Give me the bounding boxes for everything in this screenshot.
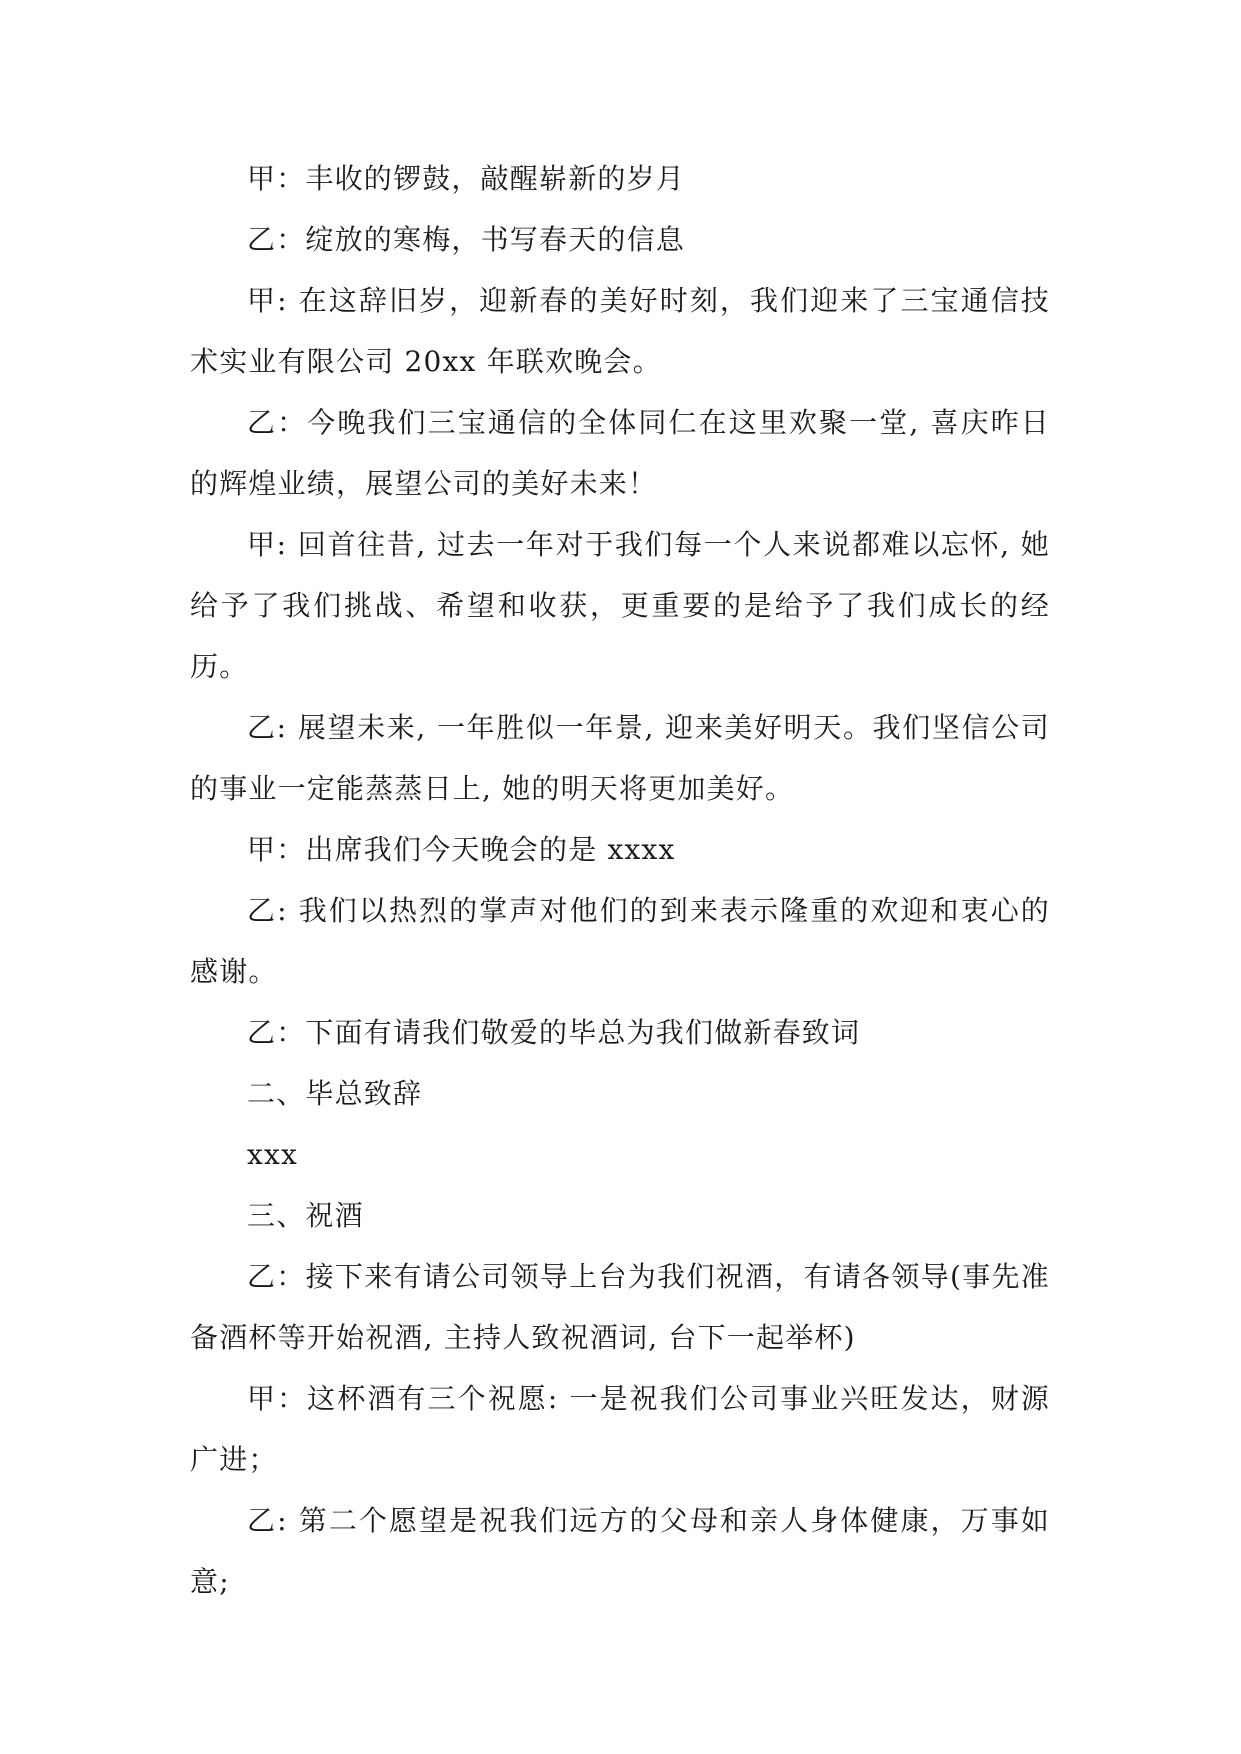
section-heading-speech: 二、毕总致辞 — [247, 1077, 423, 1110]
paragraph-toast-second-yi: 乙: 第二个愿望是祝我们远方的父母和亲人身体健康，万事如意; — [190, 1504, 1050, 1598]
paragraph-toast-invite-yi: 乙：接下来有请公司领导上台为我们祝酒，有请各领导(事先准备酒杯等开始祝酒, 主持人致祝酒词, 台下一起举杯) — [190, 1260, 1050, 1354]
paragraph-applause-yi: 乙: 我们以热烈的掌声对他们的到来表示隆重的欢迎和衷心的感谢。 — [190, 894, 1050, 988]
paragraph-toast-first-jia: 甲：这杯酒有三个祝愿: 一是祝我们公司事业兴旺发达，财源广进； — [190, 1382, 1050, 1476]
paragraph-opening-jia: 甲：丰收的锣鼓，敲醒崭新的岁月 — [247, 162, 686, 195]
paragraph-welcome-jia: 甲: 在这辞旧岁，迎新春的美好时刻，我们迎来了三宝通信技术实业有限公司 20xx 年联欢晚会。 — [190, 284, 1050, 378]
section-heading-toast: 三、祝酒 — [247, 1199, 364, 1232]
paragraph-outlook-yi: 乙: 展望未来, 一年胜似一年景, 迎来美好明天。我们坚信公司的事业一定能蒸蒸日上, 她的明天将更加美好。 — [190, 711, 1050, 805]
paragraph-review-jia: 甲: 回首往昔, 过去一年对于我们每一个人来说都难以忘怀, 她给予了我们挑战、希望和收获，更重要的是给予了我们成长的经历。 — [190, 528, 1050, 683]
paragraph-speech-placeholder: xxx — [247, 1138, 298, 1171]
paragraph-guests-jia: 甲：出席我们今天晚会的是 xxxx — [247, 833, 676, 866]
paragraph-invite-speech-yi: 乙：下面有请我们敬爱的毕总为我们做新春致词 — [247, 1016, 861, 1049]
paragraph-opening-yi: 乙：绽放的寒梅，书写春天的信息 — [247, 223, 686, 256]
document-body — [190, 148, 1050, 1612]
paragraph-welcome-yi: 乙：今晚我们三宝通信的全体同仁在这里欢聚一堂, 喜庆昨日的辉煌业绩，展望公司的美好未来！ — [190, 406, 1050, 500]
